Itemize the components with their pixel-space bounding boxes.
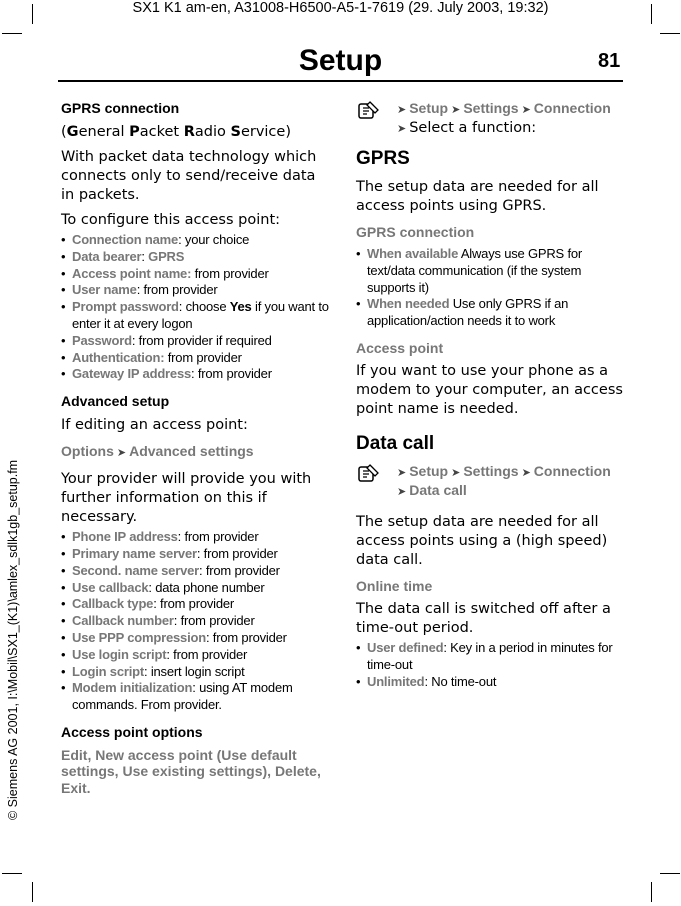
- item-label: When available: [367, 246, 459, 261]
- list-item: [61, 266, 329, 283]
- item-label: Phone IP address: [72, 529, 178, 545]
- item-label: User name: [72, 282, 137, 298]
- item-label: Callback type: [72, 596, 154, 612]
- data-call-path-text: [394, 463, 611, 501]
- access-point-options-heading: Access point options: [61, 723, 203, 740]
- item-separator: :: [177, 529, 185, 545]
- item-separator: :: [424, 673, 432, 689]
- list-item: [356, 674, 624, 691]
- menu-path-text: [394, 100, 611, 138]
- arrow-icon: ➤: [397, 485, 407, 498]
- item-separator: :: [148, 579, 156, 595]
- item-separator: :: [153, 596, 161, 612]
- crop-mark: [32, 882, 33, 902]
- gprs-acronym: [61, 123, 329, 142]
- arrow-icon: ➤: [397, 466, 407, 479]
- list-item: [61, 232, 329, 249]
- menu-key-icon: [356, 100, 394, 138]
- select-function-text: Select a function:: [409, 120, 537, 136]
- gprs-section-title: GPRS: [356, 148, 410, 169]
- item-value: Always use GPRS for text/data communication (if the system supports it): [367, 246, 583, 295]
- item-label: Password: [72, 332, 132, 348]
- item-separator: :: [141, 248, 149, 264]
- menu-key-icon: [356, 463, 394, 501]
- online-time-text: The data call is switched off after a time-out period.: [356, 600, 611, 636]
- item-label: Authentication:: [72, 349, 165, 365]
- options-path: [61, 443, 329, 462]
- options-path-step: Options: [61, 443, 114, 460]
- item-value: your choice: [184, 232, 250, 247]
- menu-path-step: Connection: [533, 462, 611, 479]
- title-rule: [58, 80, 623, 82]
- acronym-part: R: [183, 124, 195, 140]
- list-item: [61, 333, 329, 350]
- document-header: SX1 K1 am-en, A31008-H6500-A5-1-7619 (29. July 2003, 19:32): [132, 0, 549, 16]
- item-value: from provider: [173, 646, 248, 662]
- gprs-section-text: The setup data are needed for all access points using GPRS.: [356, 179, 599, 214]
- item-value: from provider: [203, 545, 278, 561]
- menu-path-step: Setup: [409, 100, 449, 116]
- item-label: Second. name server: [72, 562, 199, 578]
- arrow-icon: ➤: [116, 447, 127, 460]
- acronym-part: acket: [139, 124, 184, 140]
- item-label: Login script: [72, 663, 144, 679]
- advanced-setup-heading: Advanced setup: [61, 393, 170, 410]
- gprs-intro: With packet data technology which connects only to send/receive data in packets.: [61, 149, 317, 203]
- editing-text: If editing an access point:: [61, 417, 248, 434]
- item-value: from provider: [167, 349, 242, 365]
- gprs-connection-subheading: GPRS connection: [356, 224, 475, 240]
- access-point-subheading: Access point: [356, 339, 444, 356]
- arrow-icon: ➤: [451, 104, 461, 116]
- list-item: [61, 613, 329, 630]
- list-item: [61, 299, 329, 333]
- arrow-icon: ➤: [397, 104, 407, 116]
- crop-mark: [2, 873, 22, 874]
- item-label: Primary name server: [72, 545, 197, 561]
- list-item: [356, 296, 624, 330]
- acronym-part: (: [61, 124, 67, 140]
- item-value: from provider: [184, 529, 259, 545]
- menu-path-step: Settings: [463, 100, 519, 116]
- item-emphasis: Yes: [229, 299, 252, 315]
- list-item: [61, 563, 329, 580]
- online-list: [356, 640, 624, 690]
- acronym-part: P: [129, 124, 140, 140]
- list-item: [61, 282, 329, 299]
- gprs-connection-heading: GPRS connection: [61, 100, 180, 116]
- list-item: [61, 680, 329, 714]
- item-label: Data bearer: [72, 248, 142, 264]
- acronym-part: adio: [194, 124, 231, 140]
- crop-mark: [660, 33, 680, 34]
- crop-mark: [2, 33, 22, 34]
- menu-path: [356, 100, 624, 138]
- item-label: Gateway IP address: [72, 366, 192, 382]
- item-value: from provider: [180, 613, 255, 629]
- item-value: No time-out: [431, 673, 497, 689]
- list-item: [356, 640, 624, 674]
- item-value: using AT modem commands. From provider.: [72, 680, 293, 713]
- provider-info: Your provider will provide you with further information on this if necessary.: [61, 471, 312, 526]
- left-column: [61, 100, 329, 802]
- item-value: Key in a period in minutes for time-out: [367, 639, 613, 672]
- acronym-part: G: [66, 124, 79, 140]
- data-call-section-title: Data call: [356, 432, 435, 454]
- menu-path-step: Setup: [409, 462, 449, 479]
- item-separator: :: [192, 680, 200, 696]
- item-label: Modem initialization: [72, 680, 193, 696]
- item-value: from provider: [197, 366, 272, 382]
- list-item: [61, 630, 329, 647]
- item-value: insert login script: [150, 663, 245, 679]
- side-copyright: © Siemens AG 2001, I:\Mobil\SX1_(K1)\amlex_sdlk1gb_setup.fm: [6, 459, 20, 820]
- item-value: Use only GPRS if an application/action needs it to work: [367, 296, 569, 329]
- acronym-part: S: [230, 124, 241, 140]
- item-separator: :: [196, 545, 204, 561]
- access-point-options-text: Edit, New access point (Use default settings, Use existing settings), Delete, Exit.: [61, 746, 321, 796]
- item-label: Use callback: [72, 579, 149, 595]
- item-separator: :: [144, 663, 151, 679]
- crop-mark: [660, 873, 680, 874]
- list-item: [61, 529, 329, 546]
- item-label: Prompt password: [72, 299, 179, 315]
- item-value: from provider: [160, 596, 235, 612]
- configure-text: To configure this access point:: [61, 212, 281, 228]
- acronym-part: ervice): [240, 124, 291, 140]
- list-item: [356, 246, 624, 296]
- list-item: [61, 580, 329, 597]
- item-label: Access point name:: [72, 265, 192, 281]
- data-call-text: The setup data are needed for all access points using a (high speed) data call.: [356, 513, 608, 568]
- item-label: Use login script: [72, 646, 167, 662]
- menu-path-step: Settings: [463, 462, 519, 479]
- acronym-part: eneral: [78, 124, 130, 140]
- item-separator: :: [131, 332, 139, 348]
- advanced-list: [61, 529, 329, 714]
- list-item: [61, 249, 329, 266]
- item-value: from provider: [212, 629, 287, 645]
- page-number: 81: [598, 50, 621, 72]
- item-value: from provider: [194, 265, 269, 281]
- list-item: [61, 664, 329, 681]
- list-item: [61, 350, 329, 367]
- right-column: [356, 100, 624, 700]
- list-item: [61, 366, 329, 383]
- arrow-icon: ➤: [521, 466, 531, 479]
- item-separator: :: [178, 232, 185, 247]
- item-label: When needed: [367, 296, 450, 312]
- item-separator: :: [205, 629, 213, 645]
- arrow-icon: ➤: [451, 466, 461, 479]
- item-separator: :: [178, 299, 186, 315]
- item-label: Connection name: [72, 232, 179, 247]
- list-item: [61, 647, 329, 664]
- online-time-subheading: Online time: [356, 577, 433, 594]
- arrow-icon: ➤: [521, 104, 531, 116]
- item-value: from provider: [205, 562, 280, 578]
- item-tail: if you want to enter it at every logon: [72, 299, 329, 331]
- item-label: Use PPP compression: [72, 629, 206, 645]
- item-value: from provider: [143, 282, 218, 298]
- item-value: choose: [185, 299, 230, 315]
- menu-path-step: Connection: [533, 100, 611, 116]
- crop-mark: [651, 882, 652, 902]
- item-label: User defined: [367, 639, 444, 655]
- config-list: [61, 232, 329, 383]
- options-path-step: Advanced settings: [129, 443, 254, 460]
- item-separator: :: [173, 613, 181, 629]
- item-value: data phone number: [155, 579, 265, 595]
- item-separator: :: [191, 366, 198, 382]
- item-separator: :: [443, 639, 451, 655]
- arrow-icon: ➤: [397, 123, 407, 135]
- item-separator: :: [136, 282, 144, 298]
- data-call-menu-path: [356, 463, 624, 501]
- item-value: from provider if required: [138, 332, 272, 348]
- item-separator: :: [166, 646, 174, 662]
- menu-path-step: Data call: [409, 481, 467, 498]
- list-item: [61, 596, 329, 613]
- item-separator: :: [199, 562, 206, 578]
- page-title: Setup: [298, 44, 383, 77]
- list-item: [61, 546, 329, 563]
- access-point-text: If you want to use your phone as a modem to your computer, an access point name is needed.: [356, 362, 623, 417]
- item-label: Callback number: [72, 613, 174, 629]
- item-value: GPRS: [148, 248, 185, 264]
- item-label: Unlimited: [367, 673, 425, 689]
- gprs-list: [356, 246, 624, 330]
